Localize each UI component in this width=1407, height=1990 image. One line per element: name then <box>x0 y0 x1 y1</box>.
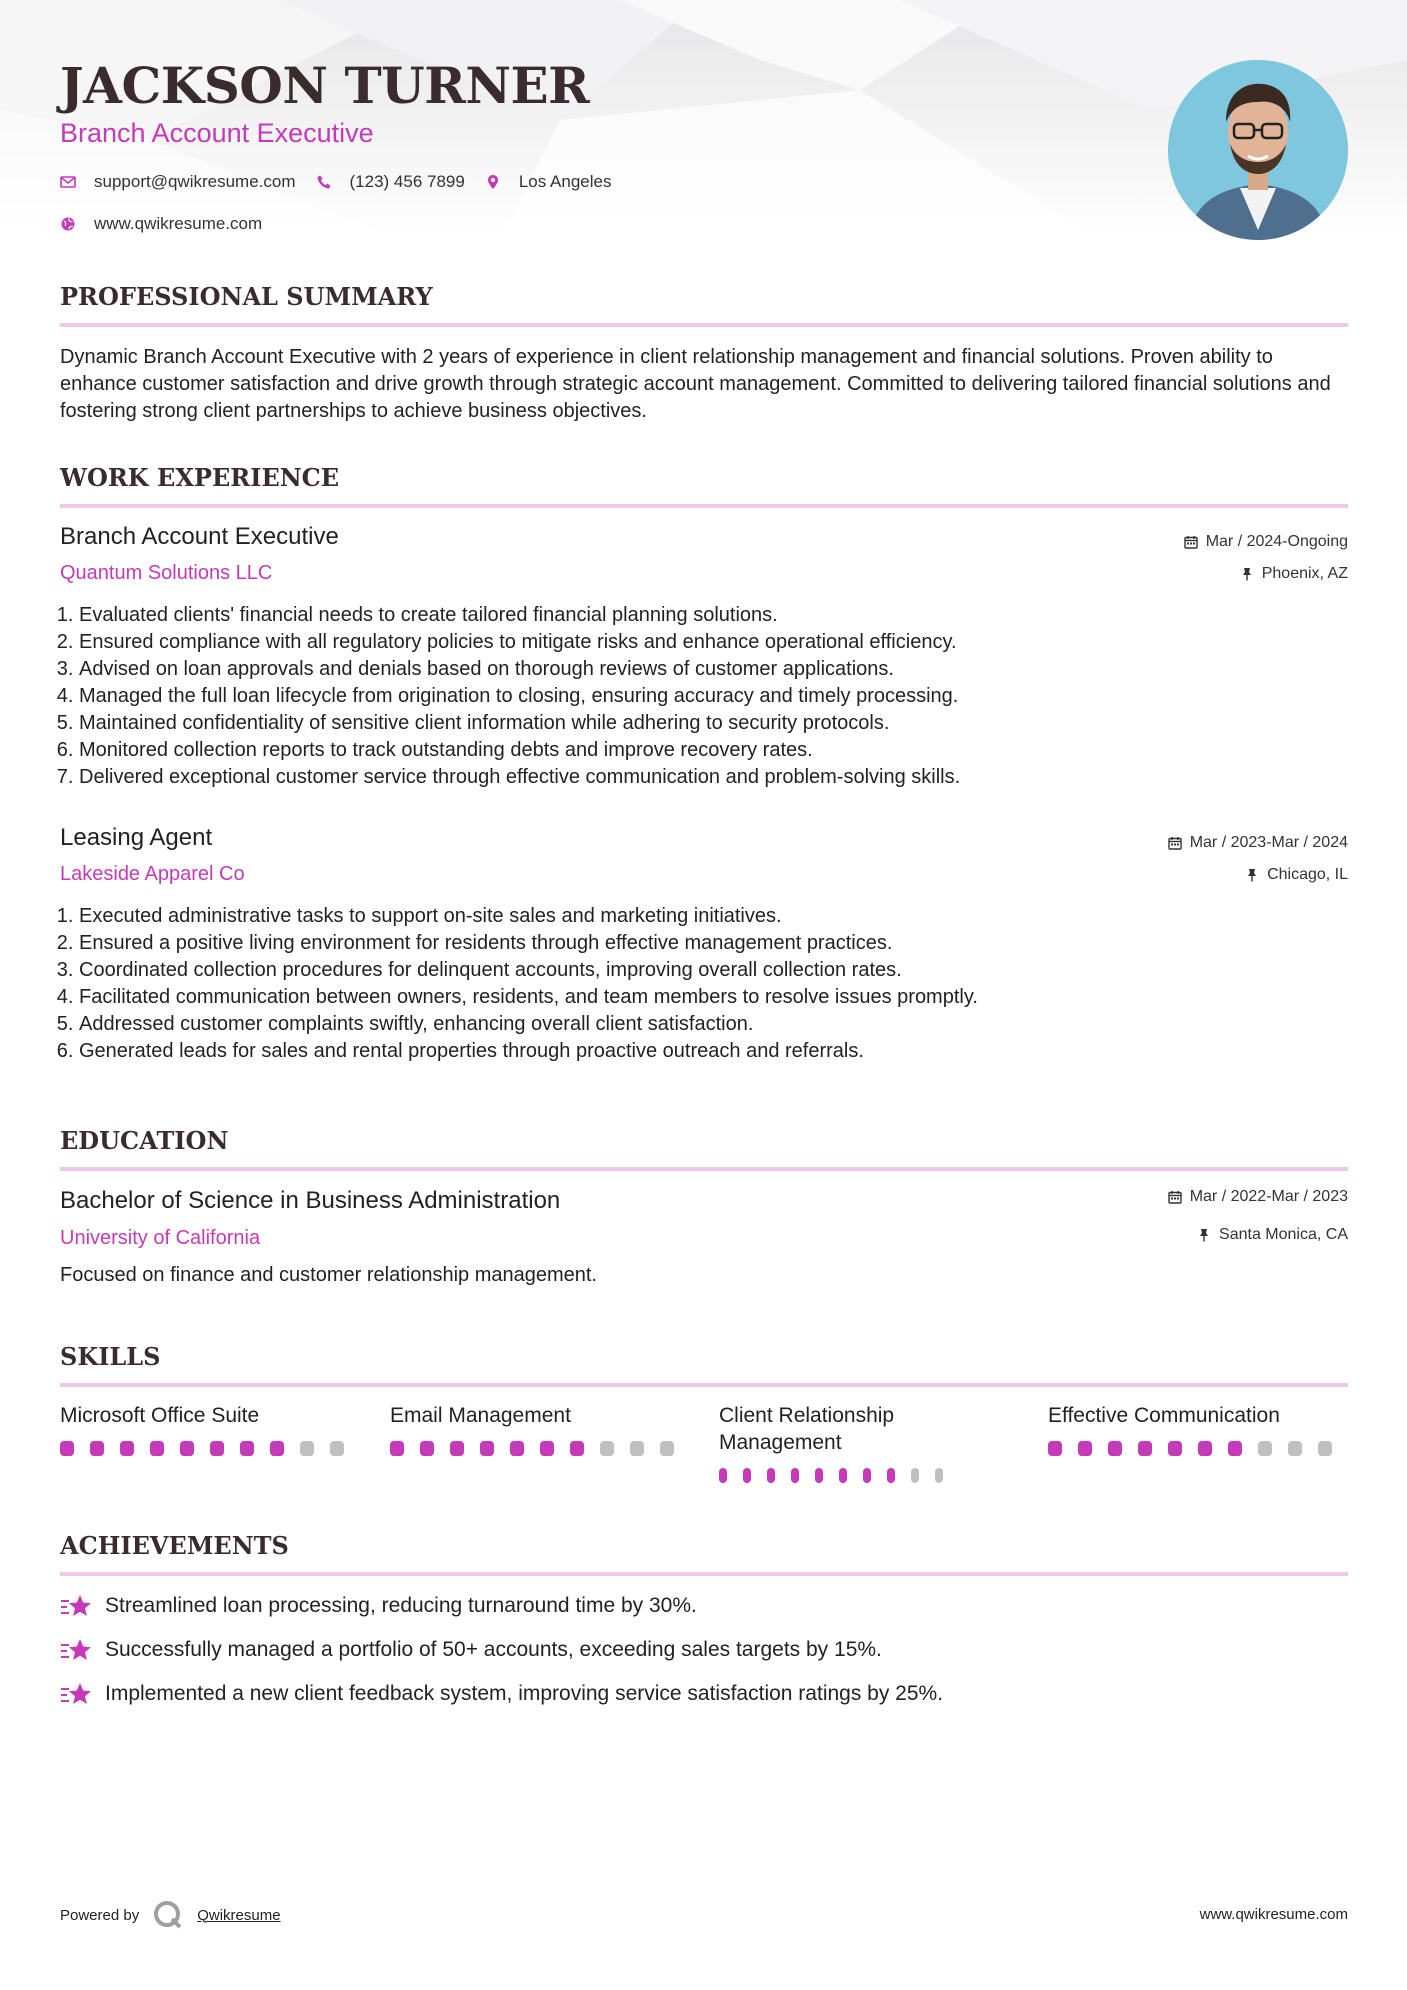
skill-dot-filled <box>815 1468 823 1483</box>
achievement-text: Implemented a new client feedback system, improving service satisfaction ratings by 25%. <box>105 1682 944 1705</box>
list-item: 3. Advised on loan approvals and denials based on thorough reviews of customer applications. <box>79 656 1349 683</box>
skill-rating <box>390 1441 690 1456</box>
job-location-1 <box>1240 565 1348 583</box>
skill-dot-empty <box>935 1468 943 1483</box>
location-text: Los Angeles <box>518 172 612 191</box>
location-text: Santa Monica, CA <box>1219 1226 1348 1243</box>
job-title-2: Leasing Agent <box>60 824 213 851</box>
skill-dot-filled <box>240 1441 254 1456</box>
skill-dot-empty <box>600 1441 614 1456</box>
list-item: 1. Executed administrative tasks to support on-site sales and marketing initiatives. <box>79 903 1349 930</box>
education-location <box>1197 1226 1348 1244</box>
list-item: 2. Ensured compliance with all regulatory policies to mitigate risks and enhance operational efficiency. <box>79 629 1349 656</box>
skill-dot-filled <box>719 1468 727 1483</box>
skill-dot-filled <box>120 1441 134 1456</box>
skill-dot-filled <box>1078 1441 1092 1456</box>
skill-rating <box>719 1468 959 1483</box>
skill-dot-filled <box>90 1441 104 1456</box>
contact-location <box>485 172 612 192</box>
location-text: Phoenix, AZ <box>1261 565 1348 582</box>
skill-name: Email Management <box>390 1404 571 1427</box>
skill-dot-empty <box>1318 1441 1332 1456</box>
list-item: 4. Facilitated communication between owners, residents, and team members to resolve issues promptly. <box>79 984 1349 1011</box>
skill-item <box>390 1402 690 1456</box>
list-item: 4. Managed the full loan lifecycle from origination to closing, ensuring accuracy and timely processing. <box>79 683 1349 710</box>
skill-dot-filled <box>150 1441 164 1456</box>
skill-dot-filled <box>510 1441 524 1456</box>
skill-item <box>719 1402 959 1483</box>
education-note: Focused on finance and customer relationship management. <box>60 1264 597 1286</box>
job-dates-1 <box>1184 533 1348 551</box>
skill-dot-empty <box>630 1441 644 1456</box>
skill-item <box>60 1402 360 1456</box>
summary-text: Dynamic Branch Account Executive with 2 years of experience in client relationship management and financial solutions. Proven ability to enhance customer satisfaction and drive growth through strategic account management. Committed to delivering tailored financial solutions and fostering strong client partnerships to achieve business objectives. <box>60 346 1331 422</box>
summary-heading: PROFESSIONAL SUMMARY <box>60 282 1348 327</box>
skill-dot-empty <box>911 1468 919 1483</box>
list-item: 3. Coordinated collection procedures for delinquent accounts, improving overall collection rates. <box>79 957 1349 984</box>
skill-dot-empty <box>1288 1441 1302 1456</box>
achievement-item <box>60 1680 943 1708</box>
list-item: 7. Delivered exceptional customer service through effective communication and problem-solving skills. <box>79 764 1349 791</box>
list-item: 6. Generated leads for sales and rental properties through proactive outreach and referrals. <box>79 1038 1349 1065</box>
skill-dot-filled <box>390 1441 404 1456</box>
skill-dot-filled <box>1108 1441 1122 1456</box>
skill-rating <box>60 1441 360 1456</box>
pushpin-icon <box>1197 1228 1211 1242</box>
experience-heading: WORK EXPERIENCE <box>60 463 1348 508</box>
skill-dot-filled <box>1168 1441 1182 1456</box>
list-item: 5. Addressed customer complaints swiftly, enhancing overall client satisfaction. <box>79 1011 1349 1038</box>
pushpin-icon <box>1245 868 1259 882</box>
company-2: Lakeside Apparel Co <box>60 863 245 885</box>
company-1: Quantum Solutions LLC <box>60 562 273 584</box>
envelope-icon <box>60 174 76 190</box>
skill-dot-filled <box>839 1468 847 1483</box>
duty-list-1 <box>60 602 1349 791</box>
duty-list-2 <box>60 903 1349 1065</box>
skill-dot-filled <box>570 1441 584 1456</box>
skills-heading: SKILLS <box>60 1342 1348 1387</box>
dates-text: Mar / 2023-Mar / 2024 <box>1189 834 1348 851</box>
calendar-icon <box>1184 535 1198 549</box>
education-heading: EDUCATION <box>60 1126 1348 1171</box>
candidate-name: JACKSON TURNER <box>60 56 590 115</box>
skill-name: Effective Communication <box>1048 1404 1280 1427</box>
footer-powered-by <box>60 1900 281 1930</box>
dates-text: Mar / 2024-Ongoing <box>1205 533 1348 550</box>
contact-email[interactable] <box>60 172 296 192</box>
qwikresume-logo-icon <box>153 1900 183 1930</box>
school-name: University of California <box>60 1227 261 1249</box>
achievement-text: Successfully managed a portfolio of 50+ accounts, exceeding sales targets by 15%. <box>105 1638 882 1661</box>
calendar-icon <box>1168 1190 1182 1204</box>
skill-dot-filled <box>1198 1441 1212 1456</box>
avatar-illustration <box>1168 60 1348 240</box>
globe-icon <box>60 216 76 232</box>
achievement-item <box>60 1636 882 1664</box>
qwikresume-link[interactable]: Qwikresume <box>197 1906 281 1924</box>
map-pin-icon <box>485 174 501 190</box>
powered-by-label: Powered by <box>60 1906 140 1924</box>
achievement-item <box>60 1592 697 1620</box>
degree-title: Bachelor of Science in Business Administration <box>60 1187 561 1214</box>
skill-dot-filled <box>887 1468 895 1483</box>
skill-dot-filled <box>450 1441 464 1456</box>
skill-dot-filled <box>1228 1441 1242 1456</box>
star-icon <box>60 1680 94 1708</box>
skill-dot-filled <box>60 1441 74 1456</box>
contact-row <box>60 172 631 192</box>
job-dates-2 <box>1168 834 1348 852</box>
skill-dot-filled <box>480 1441 494 1456</box>
skill-name: Client Relationship Management <box>719 1404 895 1454</box>
star-icon <box>60 1592 94 1620</box>
profile-photo <box>1168 60 1348 240</box>
skill-dot-filled <box>270 1441 284 1456</box>
skill-dot-empty <box>330 1441 344 1456</box>
achievements-heading: ACHIEVEMENTS <box>60 1531 1348 1576</box>
star-icon <box>60 1636 94 1664</box>
list-item: 1. Evaluated clients' financial needs to create tailored financial planning solutions. <box>79 602 1349 629</box>
pushpin-icon <box>1240 567 1254 581</box>
footer-website[interactable]: www.qwikresume.com <box>1199 1906 1348 1923</box>
contact-website[interactable] <box>60 214 262 234</box>
contact-phone[interactable] <box>316 172 465 192</box>
skill-dot-filled <box>863 1468 871 1483</box>
skill-dot-filled <box>420 1441 434 1456</box>
skill-dot-filled <box>767 1468 775 1483</box>
dates-text: Mar / 2022-Mar / 2023 <box>1189 1188 1348 1205</box>
skill-dot-filled <box>540 1441 554 1456</box>
skill-dot-filled <box>180 1441 194 1456</box>
education-dates <box>1168 1188 1348 1206</box>
phone-icon <box>316 174 332 190</box>
skill-dot-empty <box>660 1441 674 1456</box>
achievement-text: Streamlined loan processing, reducing turnaround time by 30%. <box>105 1594 697 1617</box>
list-item: 5. Maintained confidentiality of sensitive client information while adhering to security protocols. <box>79 710 1349 737</box>
calendar-icon <box>1168 836 1182 850</box>
skill-dot-filled <box>1048 1441 1062 1456</box>
job-location-2 <box>1245 866 1348 884</box>
skill-dot-empty <box>300 1441 314 1456</box>
skill-item <box>1048 1402 1348 1456</box>
skill-dot-empty <box>1258 1441 1272 1456</box>
email-text: support@qwikresume.com <box>94 172 296 191</box>
skill-rating <box>1048 1441 1348 1456</box>
website-text: www.qwikresume.com <box>94 214 263 233</box>
phone-text: (123) 456 7899 <box>349 172 465 191</box>
candidate-title: Branch Account Executive <box>60 118 374 148</box>
contact-row-2 <box>60 214 282 234</box>
skill-dot-filled <box>1138 1441 1152 1456</box>
skill-dot-filled <box>791 1468 799 1483</box>
location-text: Chicago, IL <box>1267 866 1348 883</box>
job-title-1: Branch Account Executive <box>60 523 339 550</box>
list-item: 2. Ensured a positive living environment for residents through effective management practices. <box>79 930 1349 957</box>
skill-dot-filled <box>743 1468 751 1483</box>
list-item: 6. Monitored collection reports to track outstanding debts and improve recovery rates. <box>79 737 1349 764</box>
skill-dot-filled <box>210 1441 224 1456</box>
skill-name: Microsoft Office Suite <box>60 1404 260 1427</box>
